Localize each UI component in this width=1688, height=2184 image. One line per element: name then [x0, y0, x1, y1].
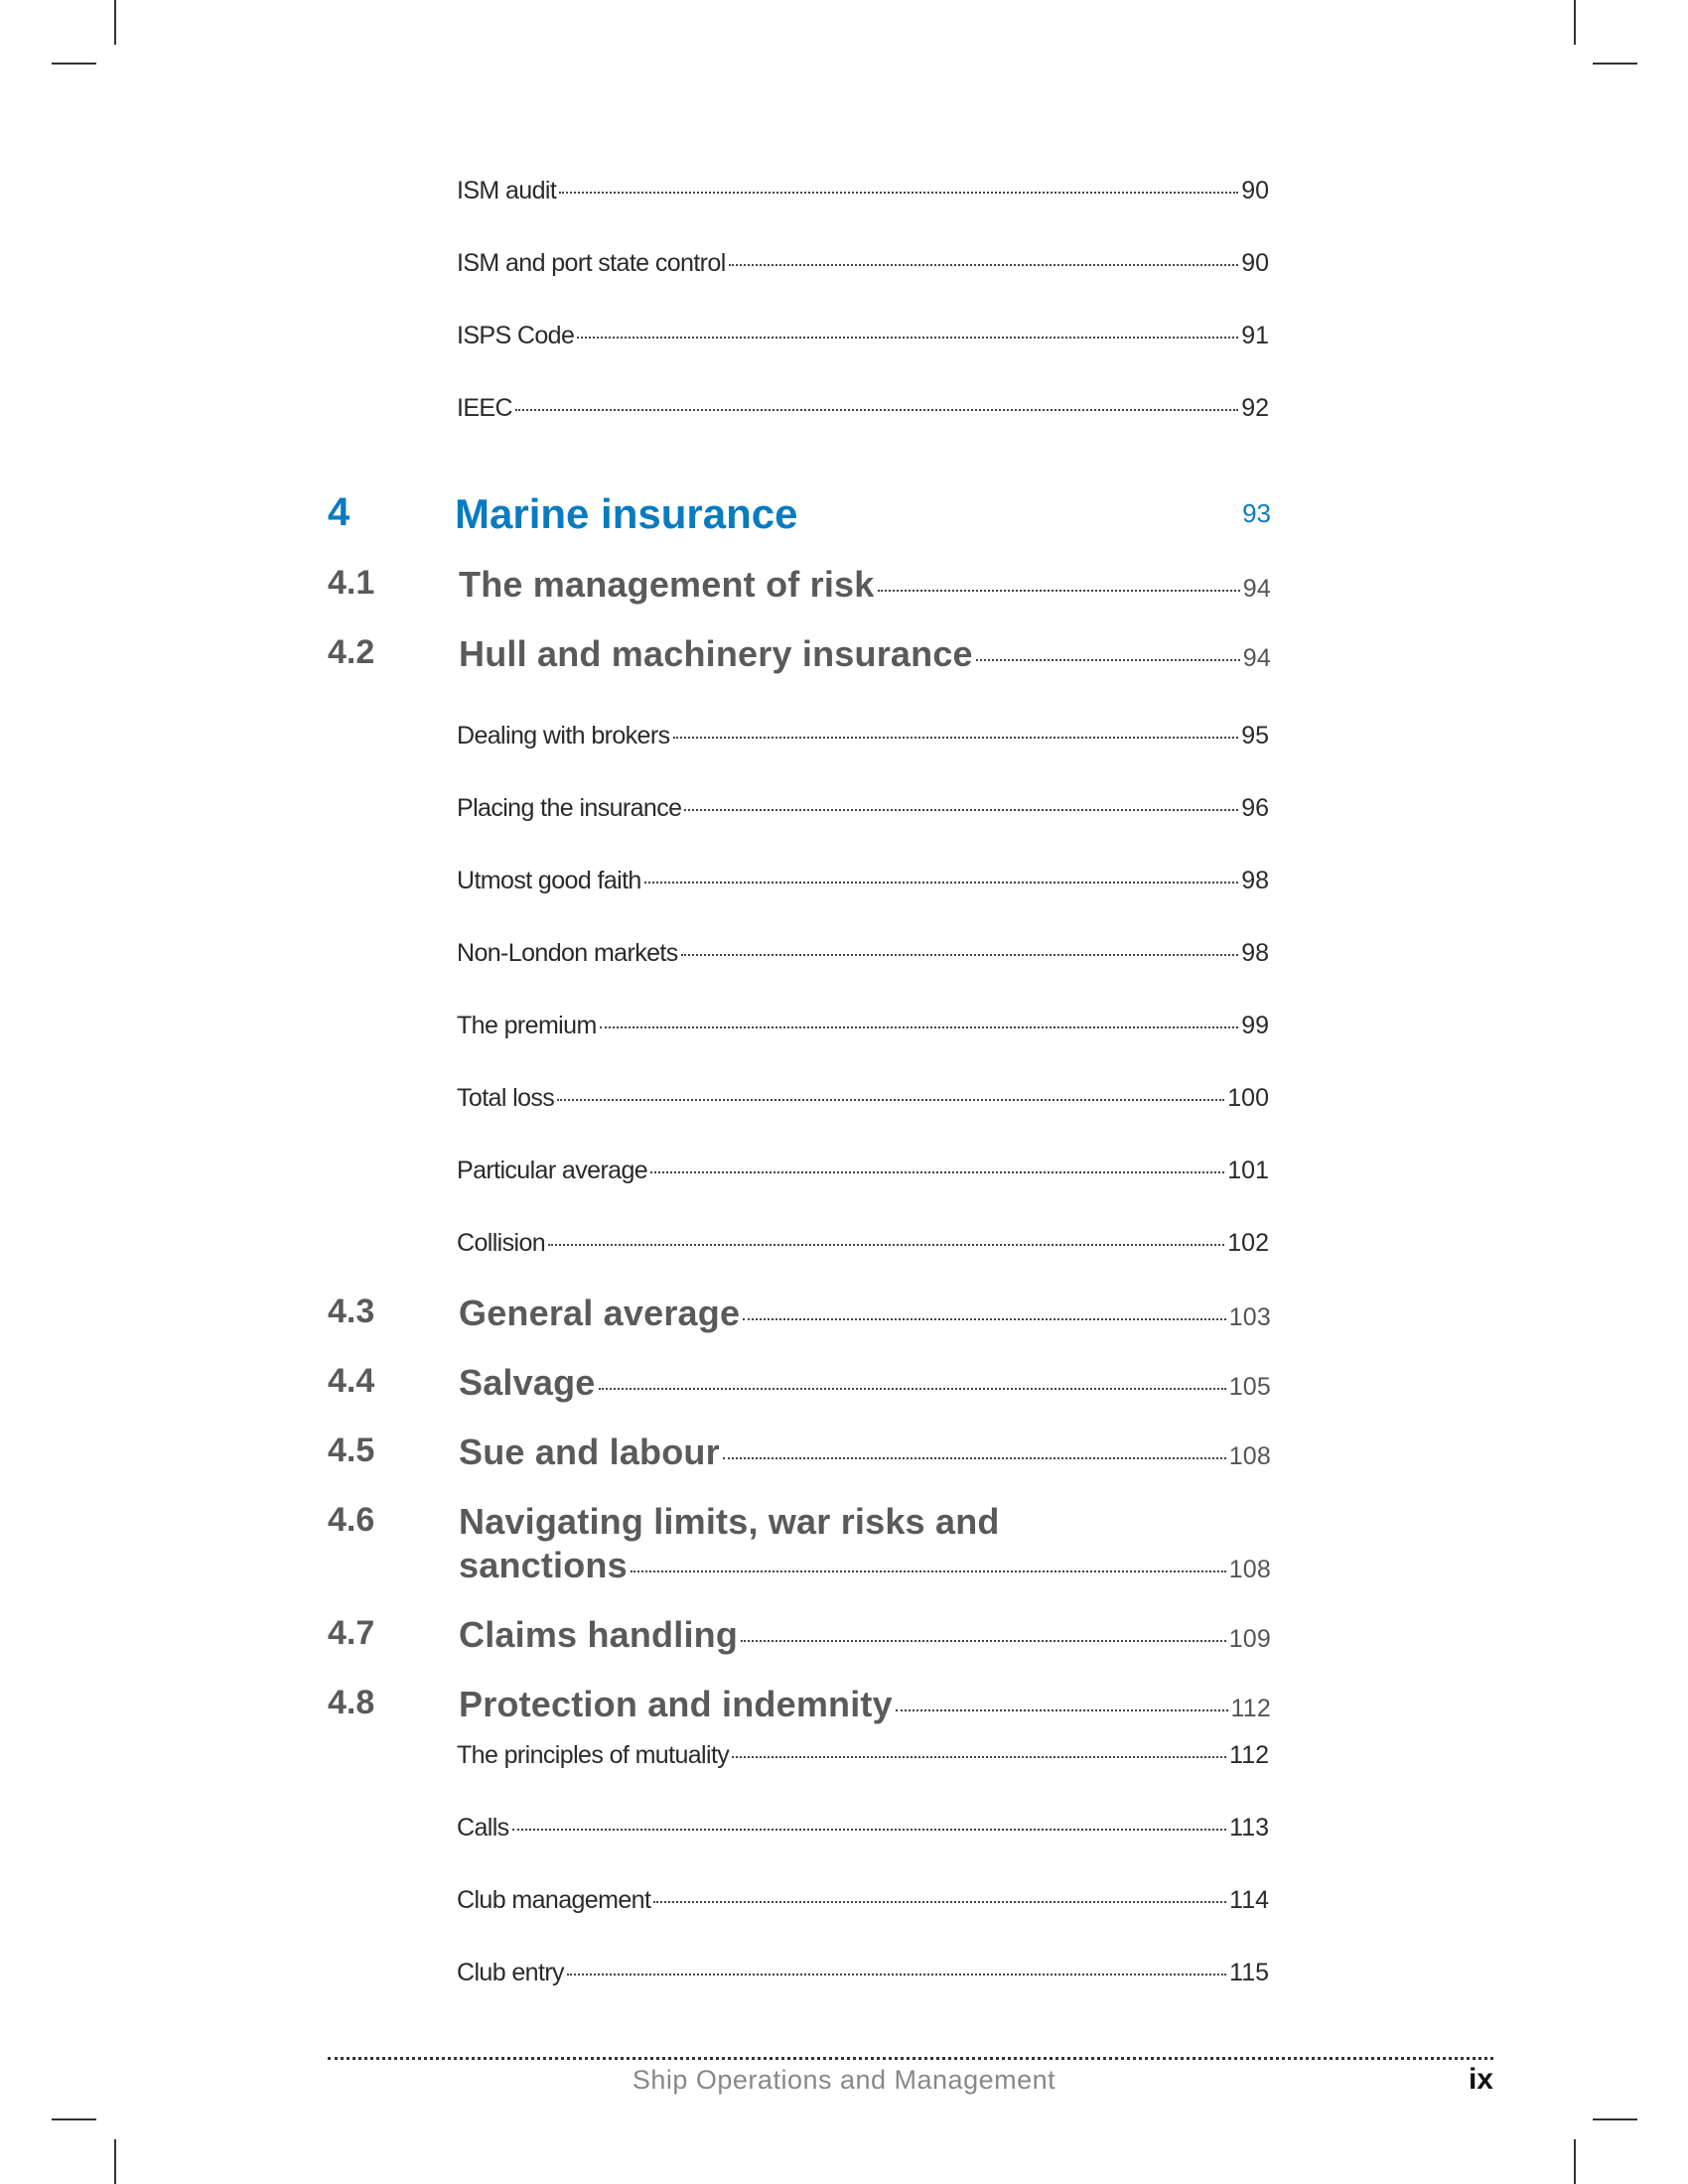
leader-dots: [743, 1318, 1226, 1320]
section-heading: [328, 1501, 1271, 1590]
section-page: 108: [1228, 1442, 1271, 1470]
toc-entry-title: Collision: [457, 1229, 546, 1257]
leader-dots: [599, 1388, 1226, 1390]
toc-entry-title: Dealing with brokers: [457, 722, 670, 750]
section-page: 94: [1242, 575, 1271, 603]
section-number: 4.6: [328, 1501, 375, 1539]
section-heading: [328, 1432, 1271, 1475]
leader-dots: [548, 1244, 1224, 1246]
section-heading: [328, 1614, 1271, 1658]
section-page: 109: [1228, 1625, 1271, 1653]
toc-entry-page: 92: [1241, 394, 1269, 422]
toc-entry-title: Non-London markets: [457, 939, 678, 967]
toc-entry-page: 96: [1241, 794, 1269, 822]
leader-dots: [673, 737, 1239, 739]
section-heading: [328, 564, 1271, 608]
section-number: 4.5: [328, 1432, 375, 1469]
section-heading: [328, 633, 1271, 677]
leader-dots: [650, 1171, 1224, 1173]
section-number: 4.3: [328, 1293, 375, 1330]
toc-entry-title: Total loss: [457, 1084, 555, 1112]
section-title: Protection and indemnity: [459, 1684, 893, 1724]
section-title: Hull and machinery insurance: [459, 633, 973, 674]
toc-entry-page: 102: [1227, 1229, 1269, 1257]
leader-dots: [681, 954, 1239, 956]
toc-entry-page: 95: [1241, 722, 1269, 750]
toc-entry-title: IEEC: [457, 394, 512, 422]
toc-entry-page: 98: [1241, 867, 1269, 894]
toc-entry-page: 98: [1241, 939, 1269, 967]
toc-entry-page: 114: [1229, 1886, 1269, 1914]
leader-dots: [559, 192, 1238, 194]
section-title: General average: [459, 1293, 741, 1333]
toc-entry-title: Utmost good faith: [457, 867, 641, 894]
leader-dots: [644, 882, 1238, 884]
section-heading: [328, 1684, 1271, 1727]
toc-entry-title: Calls: [457, 1814, 509, 1842]
toc-entry: [457, 939, 1269, 968]
leader-dots: [976, 659, 1240, 661]
section-title: Salvage: [459, 1362, 596, 1403]
chapter-number: 4: [328, 490, 351, 534]
toc-entry-title: Club entry: [457, 1959, 564, 1986]
toc-entry: [457, 794, 1269, 823]
toc-entry-page: 115: [1229, 1959, 1269, 1986]
section-heading: [328, 1293, 1271, 1336]
toc-entry-title: ISM audit: [457, 177, 557, 205]
toc-entry-page: 91: [1241, 322, 1269, 349]
leader-dots: [896, 1709, 1228, 1711]
leader-dots: [567, 1974, 1226, 1976]
toc-entry: [457, 1886, 1269, 1915]
section-page: 108: [1228, 1556, 1271, 1583]
crop-mark: [1574, 0, 1576, 45]
chapter-title: Marine insurance: [455, 490, 798, 537]
leader-dots: [600, 1026, 1239, 1028]
toc-entry: [457, 394, 1269, 423]
leader-dots: [515, 409, 1238, 411]
leader-dots: [653, 1901, 1226, 1903]
leader-dots: [631, 1570, 1226, 1572]
crop-mark: [1574, 2139, 1576, 2184]
toc-entry: [457, 249, 1269, 278]
toc-entry: [457, 177, 1269, 205]
leader-dots: [729, 264, 1239, 266]
section-title: Sue and labour: [459, 1432, 720, 1472]
toc-entry: [457, 1012, 1269, 1040]
section-title: Claims handling: [459, 1614, 739, 1655]
footer-book-title: Ship Operations and Management: [632, 2065, 1056, 2095]
toc-entry: [457, 1959, 1269, 1987]
toc-entry: [457, 1741, 1269, 1770]
toc-entry-page: 90: [1241, 177, 1269, 205]
toc-entry-title: The principles of mutuality: [457, 1741, 730, 1769]
toc-entry: [457, 322, 1269, 350]
toc-entry: [457, 1157, 1269, 1185]
section-number: 4.1: [328, 564, 375, 602]
toc-entry: [457, 867, 1269, 895]
toc-entry: [457, 1814, 1269, 1843]
leader-dots: [577, 337, 1238, 339]
toc-entry: [457, 1084, 1269, 1113]
toc-entry-page: 90: [1241, 249, 1269, 277]
crop-mark: [114, 2139, 116, 2184]
crop-mark: [52, 63, 96, 65]
section-number: 4.2: [328, 633, 375, 671]
section-number: 4.8: [328, 1684, 375, 1721]
footer-rule: [328, 2057, 1493, 2060]
toc-entry-title: ISM and port state control: [457, 249, 726, 277]
section-page: 94: [1242, 644, 1271, 672]
section-number: 4.4: [328, 1362, 375, 1400]
section-title: The management of risk: [459, 564, 875, 605]
toc-entry-page: 101: [1227, 1157, 1269, 1184]
toc-entry: [457, 1229, 1269, 1258]
leader-dots: [723, 1457, 1226, 1459]
toc-entry-page: 100: [1227, 1084, 1269, 1112]
toc-entry-title: Particular average: [457, 1157, 648, 1184]
section-page: 105: [1228, 1373, 1271, 1401]
crop-mark: [52, 2118, 96, 2120]
leader-dots: [684, 809, 1238, 811]
section-title-line2: sanctions: [459, 1545, 628, 1585]
toc-entry-title: The premium: [457, 1012, 597, 1039]
crop-mark: [114, 0, 116, 45]
toc-entry-title: ISPS Code: [457, 322, 575, 349]
crop-mark: [1593, 2118, 1637, 2120]
section-number: 4.7: [328, 1614, 375, 1652]
toc-entry-page: 99: [1241, 1012, 1269, 1039]
leader-dots: [557, 1099, 1224, 1101]
toc-entry-page: 112: [1229, 1741, 1269, 1769]
leader-dots: [878, 590, 1240, 592]
chapter-page: 93: [1242, 498, 1271, 528]
toc-entry-page: 113: [1229, 1814, 1269, 1842]
section-page: 103: [1228, 1303, 1271, 1331]
toc-entry-title: Club management: [457, 1886, 651, 1914]
crop-mark: [1593, 63, 1637, 65]
section-page: 112: [1230, 1695, 1271, 1722]
section-title-line1: Navigating limits, war risks and: [459, 1501, 1000, 1542]
toc-entry: [457, 722, 1269, 751]
leader-dots: [732, 1756, 1226, 1758]
toc-entry-title: Placing the insurance: [457, 794, 682, 822]
leader-dots: [512, 1829, 1227, 1831]
leader-dots: [741, 1640, 1226, 1642]
chapter-heading: [328, 490, 1271, 540]
section-heading: [328, 1362, 1271, 1406]
footer-page-number: ix: [1468, 2063, 1493, 2096]
